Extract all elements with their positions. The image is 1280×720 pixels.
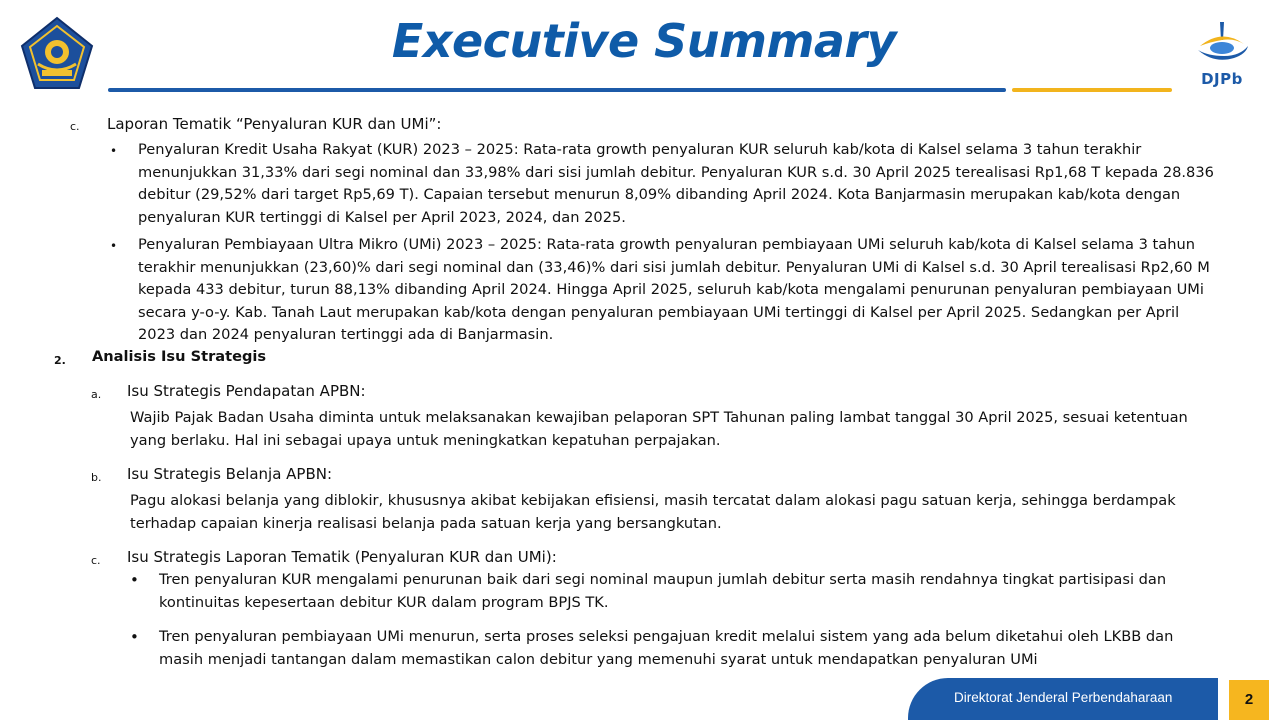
bullet-marker: •	[110, 144, 118, 158]
paragraph-line: terakhir menunjukkan (23,60)% dari segi nominal dan (33,46)% dari sisi jumlah debitur. Penyaluran UMi di Kalsel s.d. 30 April terealisasi Rp2,60 M	[138, 258, 1210, 276]
umi-summary-paragraph	[138, 234, 1242, 347]
paragraph-line: secara y-o-y. Kab. Tanah Laut merupakan kab/kota dengan penyaluran pembiayaan UMi tertinggi di Kalsel per April 2025. Sedangkan per April	[138, 303, 1180, 321]
kur-summary-paragraph	[138, 139, 1242, 229]
paragraph-line: Penyaluran Pembiayaan Ultra Mikro (UMi) 2023 – 2025: Rata-rata growth penyaluran pembiayaan UMi seluruh kab/kota di Kalsel selama 3 tahun	[138, 236, 1195, 253]
paragraph-line: kontinuitas kepesertaan debitur KUR dalam program BPJS TK.	[159, 593, 609, 611]
item-c-bullet-umi	[159, 626, 1240, 671]
item-a-paragraph	[130, 407, 1240, 452]
section-c-top-marker: c.	[70, 120, 80, 133]
paragraph-line: Wajib Pajak Badan Usaha diminta untuk melaksanakan kewajiban pelaporan SPT Tahunan paling lambat tanggal 30 April 2025, sesuai ketentuan	[130, 409, 1188, 426]
paragraph-line: kepada 433 debitur, turun 88,13% dibanding April 2024. Hingga April 2025, seluruh kab/kota mengalami penurunan penyaluran pembiayaan UMi	[138, 281, 1204, 298]
item-a-heading: Isu Strategis Pendapatan APBN:	[127, 382, 366, 400]
section-2-marker: 2.	[54, 354, 66, 367]
paragraph-line: penyaluran KUR tertinggi di Kalsel per April 2023, 2024, dan 2025.	[138, 208, 626, 226]
bullet-marker: •	[130, 571, 139, 589]
item-c-marker: c.	[91, 554, 101, 567]
page-title: Executive Summary	[391, 14, 897, 68]
paragraph-line: terhadap capaian kinerja realisasi belanja pada satuan kerja yang bersangkutan.	[130, 514, 722, 532]
footer-org-name: Direktorat Jenderal Perbendaharaan	[954, 690, 1173, 705]
item-b-paragraph	[130, 490, 1240, 535]
item-c-bullet-kur	[159, 569, 1240, 614]
item-b-heading: Isu Strategis Belanja APBN:	[127, 465, 333, 483]
bullet-marker: •	[110, 239, 118, 253]
section-2-heading: Analisis Isu Strategis	[92, 348, 267, 365]
item-a-marker: a.	[91, 388, 102, 401]
paragraph-line: yang berlaku. Hal ini sebagai upaya untuk meningkatkan kepatuhan perpajakan.	[130, 431, 721, 449]
paragraph-line: Penyaluran Kredit Usaha Rakyat (KUR) 2023 – 2025: Rata-rata growth penyaluran KUR seluruh kab/kota di Kalsel selama 3 tahun terakhir	[138, 141, 1142, 158]
item-c-heading: Isu Strategis Laporan Tematik (Penyaluran KUR dan UMi):	[127, 548, 557, 566]
section-c-top-heading: Laporan Tematik “Penyaluran KUR dan UMi”:	[107, 115, 442, 133]
paragraph-line: masih menjadi tantangan dalam memastikan calon debitur yang memenuhi syarat untuk mendapatkan penyaluran UMi	[159, 650, 1038, 668]
djpb-brand-label: DJPb	[1201, 70, 1243, 88]
paragraph-line: menunjukkan 31,33% dari segi nominal dan 33,98% dari sisi jumlah debitur. Penyaluran KUR s.d. 30 April 2025 terealisasi Rp1,68 T kepada 28.836	[138, 163, 1214, 181]
paragraph-line: Tren penyaluran pembiayaan UMi menurun, serta proses seleksi pengajuan kredit melalui sistem yang ada belum diketahui oleh LKBB dan	[159, 628, 1174, 645]
paragraph-line: debitur (29,52% dari target Rp5,69 T). Capaian tersebut menurun 8,09% dibanding April 2024. Kota Banjarmasin merupakan kab/kota dengan	[138, 186, 1181, 203]
item-b-marker: b.	[91, 471, 102, 484]
page-number: 2	[1229, 680, 1269, 720]
paragraph-line: Tren penyaluran KUR mengalami penurunan baik dari segi nominal maupun jumlah debitur serta masih rendahnya tingkat partisipasi dan	[159, 571, 1167, 588]
paragraph-line: 2023 dan 2024 penyaluran tertinggi ada di Banjarmasin.	[138, 326, 554, 343]
paragraph-line: Pagu alokasi belanja yang diblokir, khususnya akibat kebijakan efisiensi, masih tercatat dalam alokasi pagu satuan kerja, sehingga berdampak	[130, 492, 1176, 509]
bullet-marker: •	[130, 628, 139, 646]
